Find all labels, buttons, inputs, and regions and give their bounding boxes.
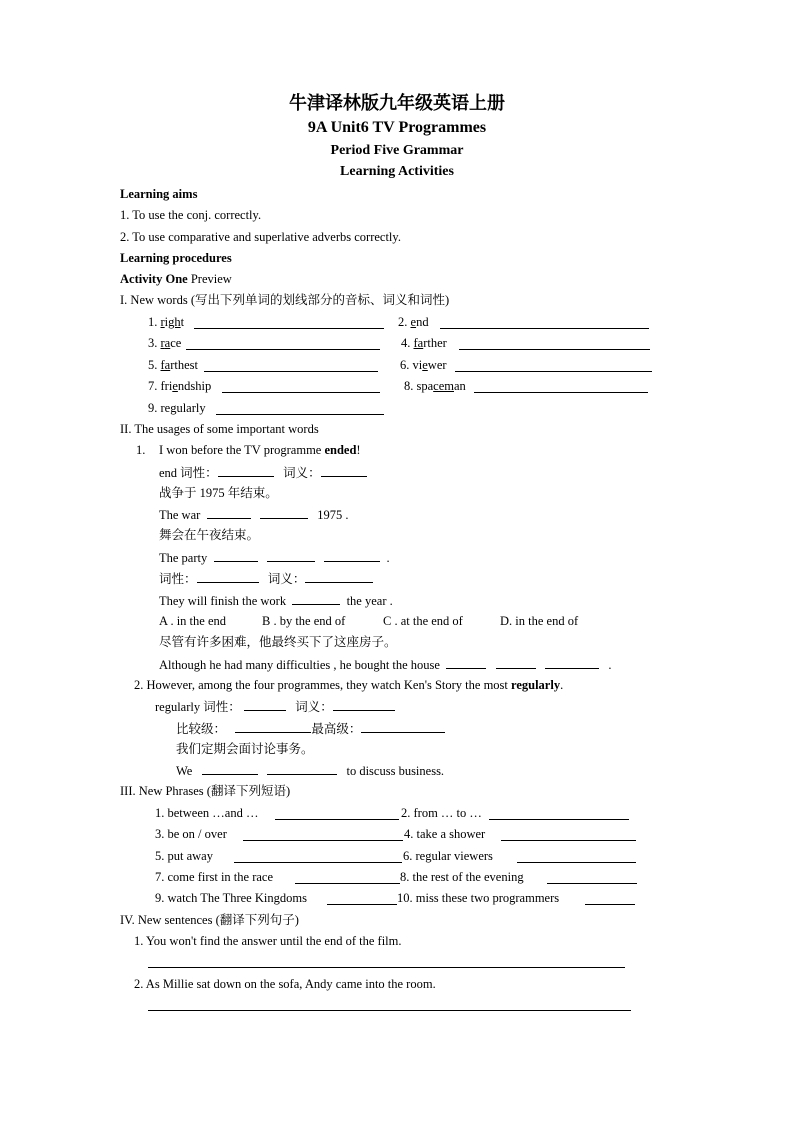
answer-line[interactable] [204,371,378,372]
aim-1: 1. To use the conj. correctly. [120,208,262,222]
answer-blank[interactable] [305,570,373,583]
answer-blank[interactable] [321,464,367,477]
answer-blank[interactable] [361,720,445,733]
chinese-sentence: 战争于 1975 年结束。 [159,486,278,500]
answer-blank[interactable] [292,592,340,605]
activities-title: Learning Activities [340,164,454,179]
answer-line[interactable] [275,819,399,820]
end-pos-row: end 词性： 词义： [159,464,367,481]
phrase-item: 4. take a shower [404,827,486,841]
section-new-sentences: IV. New sentences (翻译下列句子) [120,913,299,927]
unit-title: 9A Unit6 TV Programmes [307,119,487,136]
answer-blank[interactable] [260,506,308,519]
usage-2-sentence: 2. However, among the four programmes, they watch Ken's Story the most regularly. [134,678,564,692]
option-a[interactable]: A . in the end [159,614,227,628]
phrase-item: 10. miss these two programmers [397,891,560,905]
answer-line[interactable] [489,819,629,820]
answer-blank[interactable] [333,698,395,711]
option-c[interactable]: C . at the end of [383,614,463,628]
answer-line[interactable] [194,328,384,329]
answer-blank[interactable] [202,762,258,775]
usage-1-number: 1. [136,443,146,457]
answer-line[interactable] [474,392,648,393]
choice-question: They will finish the work the year . [159,594,393,608]
phrase-item: 8. the rest of the evening [400,870,524,884]
translation-row: The war 1975 . [159,508,349,522]
answer-line[interactable] [517,862,636,863]
answer-blank[interactable] [267,762,337,775]
answer-blank[interactable] [244,698,286,711]
word-item: 6. viewer [400,358,447,372]
answer-line[interactable] [585,904,635,905]
sentence-2: 2. As Millie sat down on the sofa, Andy came into the room. [134,977,436,991]
period-title: Period Five Grammar [330,143,464,158]
word-item: 3. race [148,336,182,350]
phrase-item: 3. be on / over [155,827,227,841]
answer-line[interactable] [222,392,380,393]
sentence-1: 1. You won't find the answer until the end of the film. [134,934,402,948]
regularly-pos-row: regularly 词性： 词义： [155,698,395,715]
phrase-item: 9. watch The Three Kingdoms [155,891,307,905]
answer-line[interactable] [501,840,636,841]
chinese-sentence: 舞会在午夜结束。 [159,528,260,542]
activity-one-preview: Preview [187,272,232,286]
answer-blank[interactable] [214,549,258,562]
phrase-item: 7. come first in the race [155,870,274,884]
word-item: 1. right [148,315,185,329]
translation-row: We to discuss business. [176,764,445,778]
answer-line[interactable] [295,883,400,884]
word-item: 2. end [398,315,429,329]
answer-blank[interactable] [218,464,274,477]
answer-line[interactable] [186,349,380,350]
answer-blank[interactable] [545,656,599,669]
translation-row: The party . [159,551,390,565]
aims-heading: Learning aims [120,187,198,201]
answer-line[interactable] [148,967,625,968]
answer-line[interactable] [148,1010,631,1011]
answer-blank[interactable] [324,549,380,562]
answer-line[interactable] [327,904,397,905]
procedures-heading: Learning procedures [120,251,232,265]
answer-blank[interactable] [197,570,259,583]
option-b[interactable]: B . by the end of [262,614,346,628]
answer-line[interactable] [216,414,384,415]
answer-blank[interactable] [446,656,486,669]
activity-one-label: Activity One [120,272,188,286]
phrase-item: 5. put away [155,849,213,863]
section-new-words: I. New words (写出下列单词的划线部分的音标、词义和词性) [120,293,450,307]
translation-row: Although he had many difficulties , he bought the house . [159,658,612,672]
answer-blank[interactable] [267,549,315,562]
answer-line[interactable] [459,349,650,350]
chinese-sentence: 尽管有许多困难，他最终买下了这座房子。 [159,635,397,649]
answer-blank[interactable] [207,506,251,519]
usage-1-sentence: I won before the TV programme ended! [159,443,361,457]
chinese-sentence: 我们定期会面讨论事务。 [176,742,314,756]
document-title: 牛津译林版九年级英语上册 [289,93,505,114]
answer-blank[interactable] [235,720,311,733]
answer-blank[interactable] [496,656,536,669]
answer-line[interactable] [547,883,637,884]
word-item: 8. spaceman [404,379,466,393]
word-item: 5. farthest [148,358,198,372]
phrase-item: 2. from … to … [401,806,482,820]
pos-meaning-row: 词性： 词义： [159,570,373,587]
aim-2: 2. To use comparative and superlative adverbs correctly. [120,230,401,244]
word-item: 4. farther [401,336,447,350]
word-item: 7. friendship [148,379,212,393]
activity-one [120,271,232,287]
section-new-phrases: III. New Phrases (翻译下列短语) [120,784,291,798]
phrase-item: 1. between …and … [155,806,259,820]
phrase-item: 6. regular viewers [403,849,493,863]
answer-line[interactable] [234,862,402,863]
answer-line[interactable] [440,328,649,329]
answer-line[interactable] [243,840,403,841]
option-d[interactable]: D. in the end of [500,614,579,628]
word-item: 9. regularly [148,401,206,415]
section-word-usages: II. The usages of some important words [120,422,319,436]
comparison-row: 比较级： 最高级： [176,720,445,737]
answer-line[interactable] [455,371,652,372]
